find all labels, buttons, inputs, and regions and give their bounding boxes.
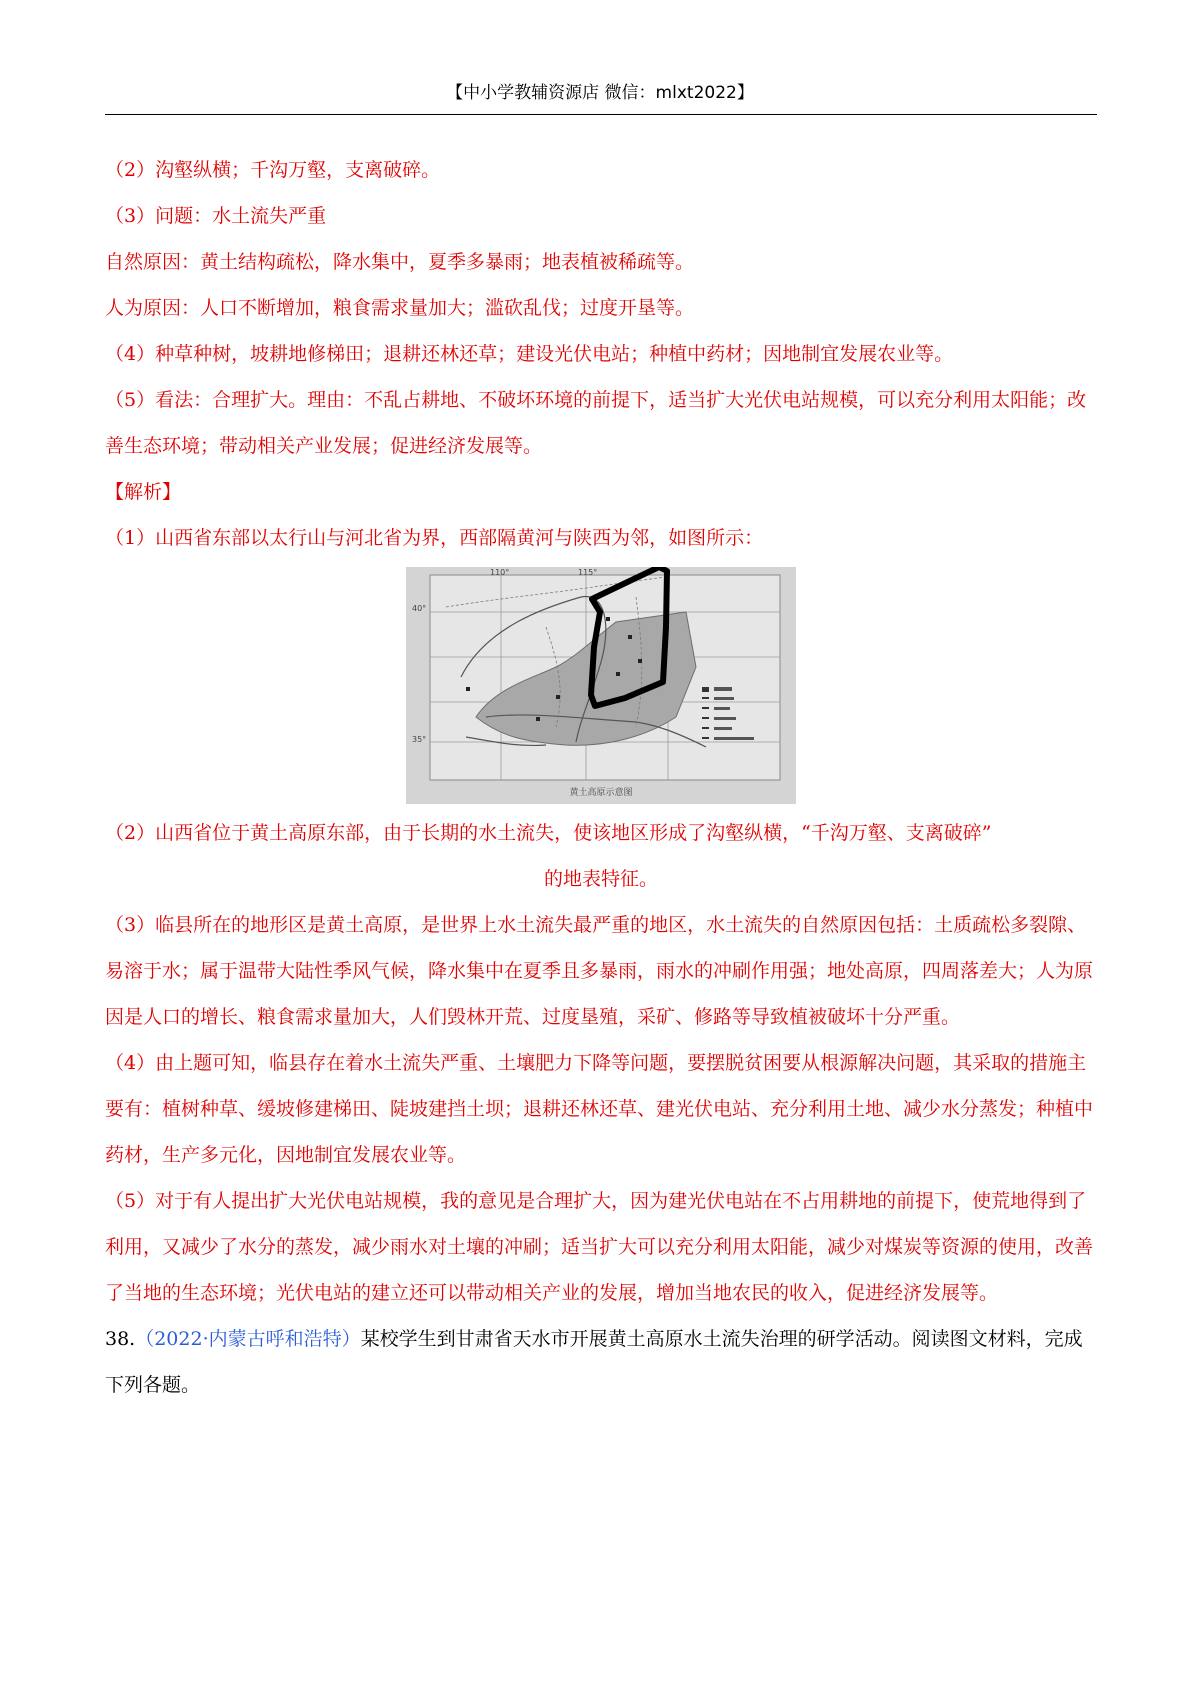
answer-line-3: （3）问题：水土流失严重 (105, 205, 327, 227)
analysis-5: （5）对于有人提出扩大光伏电站规模，我的意见是合理扩大，因为建光伏电站在不占用耕地的前提下，使荒地得到了利用，又减少了水分的蒸发，减少雨水对土壤的冲刷；适当扩大可以充分利用太阳能，减少对煤炭等资源的使用，改善了当地的生态环境；光伏电站的建立还可以带动相关产业的发展，增加当地农民的收入，促进经济发展等。 (105, 1190, 1094, 1304)
map-lat-label-2: 35° (412, 735, 427, 744)
map-caption: 黄土高原示意图 (569, 788, 633, 798)
header-divider (105, 114, 1097, 115)
map-lon-label-2: 115° (578, 568, 598, 577)
question-38 (105, 1316, 1097, 1408)
analysis-2: （2）山西省位于黄土高原东部，由于长期的水土流失，使该地区形成了沟壑纵横，“千沟万壑、支离破碎” (105, 822, 992, 844)
analysis-heading: 【解析】 (105, 481, 182, 503)
page-header: 【中小学教辅资源店 微信：mlxt2022】 (446, 83, 754, 103)
answer-human-causes: 人为原因：人口不断增加，粮食需求量加大；滥砍乱伐；过度开垦等。 (105, 297, 695, 319)
question-source-link[interactable]: （2022·内蒙古呼和浩特） (135, 1328, 361, 1350)
map-lat-label-1: 40° (412, 604, 427, 613)
analysis-2-continued: 的地表特征。 (543, 868, 658, 890)
answer-line-2: （2）沟壑纵横；千沟万壑，支离破碎。 (105, 159, 441, 181)
analysis-4: （4）由上题可知，临县存在着水土流失严重、土壤肥力下降等问题，要摆脱贫困要从根源解决问题，其采取的措施主要有：植树种草、缓坡修建梯田、陡坡建挡土坝；退耕还林还草、建光伏电站、充分利用土地、减少水分蒸发；种植中药材，生产多元化，因地制宜发展农业等。 (105, 1052, 1094, 1166)
document-body (105, 147, 1097, 1408)
analysis-3: （3）临县所在的地形区是黄土高原，是世界上水土流失最严重的地区，水土流失的自然原因包括：土质疏松多裂隙、易溶于水；属于温带大陆性季风气候，降水集中在夏季且多暴雨，雨水的冲刷作用强；地处高原，四周落差大；人为原因是人口的增长、粮食需求量加大，人们毁林开荒、过度垦殖，采矿、修路等导致植被破坏十分严重。 (105, 914, 1094, 1028)
analysis-1: （1）山西省东部以太行山与河北省为界，西部隔黄河与陕西为邻，如图所示： (105, 527, 764, 549)
question-text: 某校学生到甘肃省天水市开展黄土高原水土流失治理的研学活动。阅读图文材料，完成下列各题。 (105, 1328, 1083, 1396)
answer-line-4: （4）种草种树，坡耕地修梯田；退耕还林还草；建设光伏电站；种植中药材；因地制宜发展农业等。 (105, 343, 954, 365)
map-lon-label-1: 110° (490, 568, 510, 577)
question-number: 38. (105, 1328, 136, 1350)
answer-natural-causes: 自然原因：黄土结构疏松，降水集中，夏季多暴雨；地表植被稀疏等。 (105, 251, 695, 273)
answer-line-5: （5）看法：合理扩大。理由：不乱占耕地、不破坏环境的前提下，适当扩大光伏电站规模，可以充分利用太阳能；改善生态环境；带动相关产业发展；促进经济发展等。 (105, 389, 1087, 457)
loess-plateau-map (406, 567, 796, 804)
